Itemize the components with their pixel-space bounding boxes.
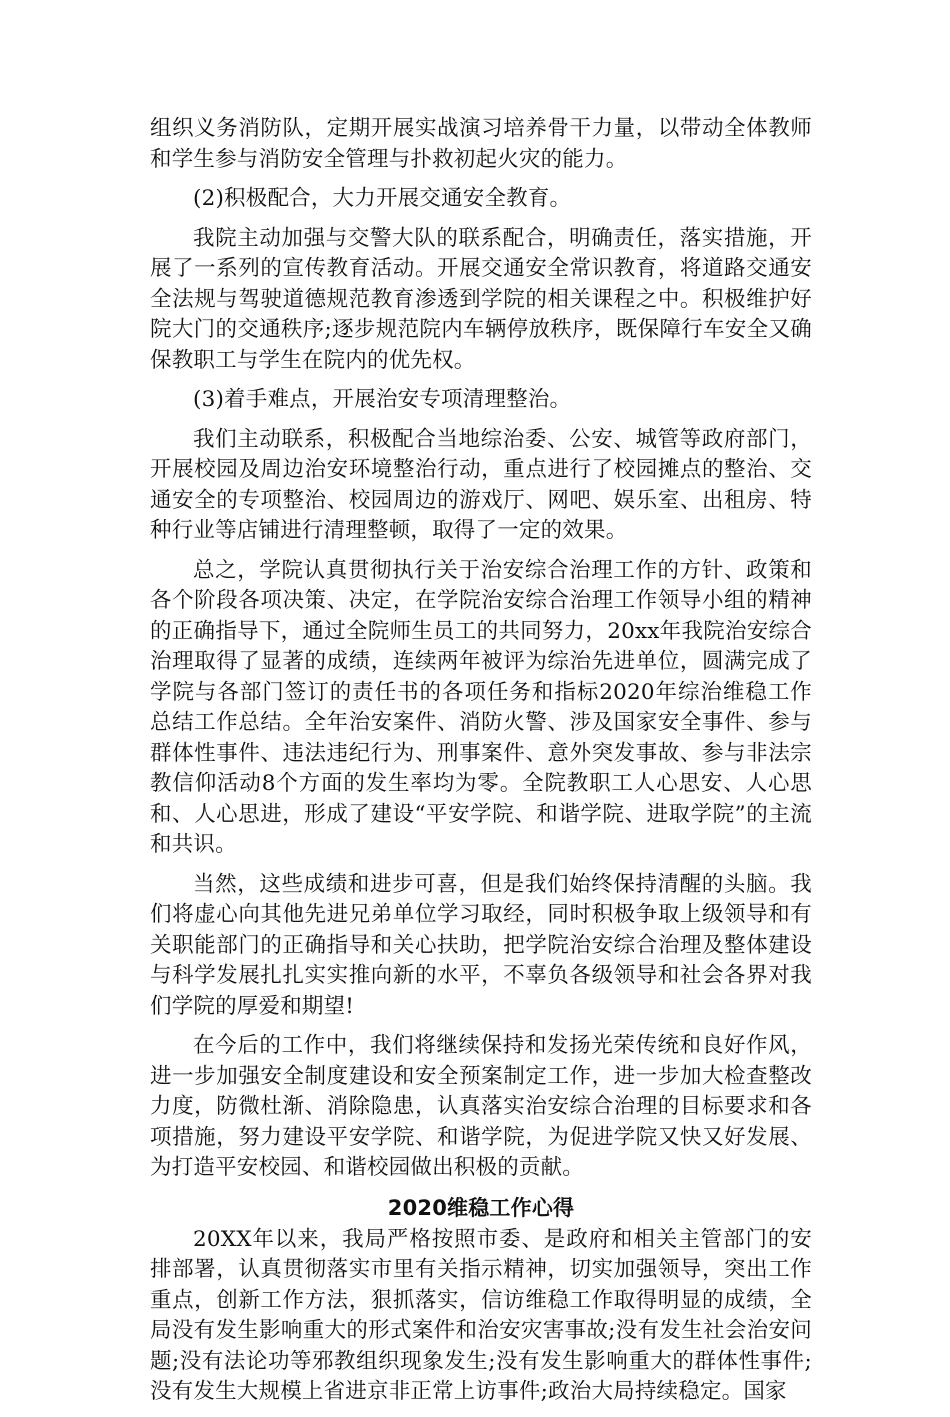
- paragraph-future-work: 在今后的工作中，我们将继续保持和发扬光荣传统和良好作风，进一步加强安全制度建设和安全预案制定工作，进一步加大检查整改力度，防微杜渐、消除隐患，认真落实治安综合治理的目标要求和各项措施，努力建设平安学院、和谐学院，为促进学院又快又好发展、为打造平安校园、和谐校园做出积极的贡献。: [150, 1033, 812, 1180]
- paragraph-fire-brigade: 组织义务消防队，定期开展实战演习培养骨干力量，以带动全体教师和学生参与消防安全管理与扑救初起火灾的能力。: [150, 116, 812, 172]
- paragraph-public-order: 我们主动联系，积极配合当地综治委、公安、城管等政府部门，开展校园及周边治安环境整治行动，重点进行了校园摊点的整治、交通安全的专项整治、校园周边的游戏厅、网吧、娱乐室、出租房、特种行业等店铺进行清理整顿，取得了一定的效果。: [150, 426, 812, 543]
- paragraph-summary: 总之，学院认真贯彻执行关于治安综合治理工作的方针、政策和各个阶段各项决策、决定，在学院治安综合治理工作领导小组的精神的正确指导下，通过全院师生员工的共同努力，20xx年我院治安综合治理取得了显著的成绩，连续两年被评为综治先进单位，圆满完成了学院与各部门签订的责任书的各项任务和指标2020年综治维稳工作总结工作总结。全年治安案件、消防火警、涉及国家安全事件、参与群体性事件、违法违纪行为、刑事案件、意外突发事故、参与非法宗教信仰活动8个方面的发生率均为零。全院教职工人心思安、人心思和、人心思进，形成了建设“平安学院、和谐学院、进取学院”的主流和共识。: [150, 557, 812, 857]
- paragraph-outlook: 当然，这些成绩和进步可喜，但是我们始终保持清醒的头脑。我们将虚心向其他先进兄弟单位学习取经，同时积极争取上级领导和有关职能部门的正确指导和关心扶助，把学院治安综合治理及整体建设与科学发展扎扎实实推向新的水平，不辜负各级领导和社会各界对我们学院的厚爱和期望!: [150, 871, 812, 1019]
- section-title: 2020维稳工作心得: [387, 1195, 575, 1220]
- subheading-traffic-safety: (2)积极配合，大力开展交通安全教育。: [193, 186, 572, 211]
- subheading-public-order: (3)着手难点，开展治安专项清理整治。: [193, 387, 572, 412]
- paragraph-traffic-safety: 我院主动加强与交警大队的联系配合，明确责任，落实措施，开展了一系列的宣传教育活动。开展交通安全常识教育，将道路交通安全法规与驾驶道德规范教育渗透到学院的相关课程之中。积极维护好院大门的交通秩序;逐步规范院内车辆停放秩序，既保障行车安全又确保教职工与学生在院内的优先权。: [150, 225, 812, 373]
- document-body: [150, 114, 812, 1417]
- paragraph-stability-intro: 20XX年以来，我局严格按照市委、是政府和相关主管部门的安排部署，认真贯彻落实市里有关指示精神，切实加强领导，突出工作重点，创新工作方法，狠抓落实，信访维稳工作取得明显的成绩，全局没有发生影响重大的形式案件和治安灾害事故;没有发生社会治安问题;没有法论功等邪教组织现象发生;没有发生影响重大的群体性事件;没有发生大规模上省进京非正常上访事件;政治大局持续稳定。国家: [150, 1226, 812, 1404]
